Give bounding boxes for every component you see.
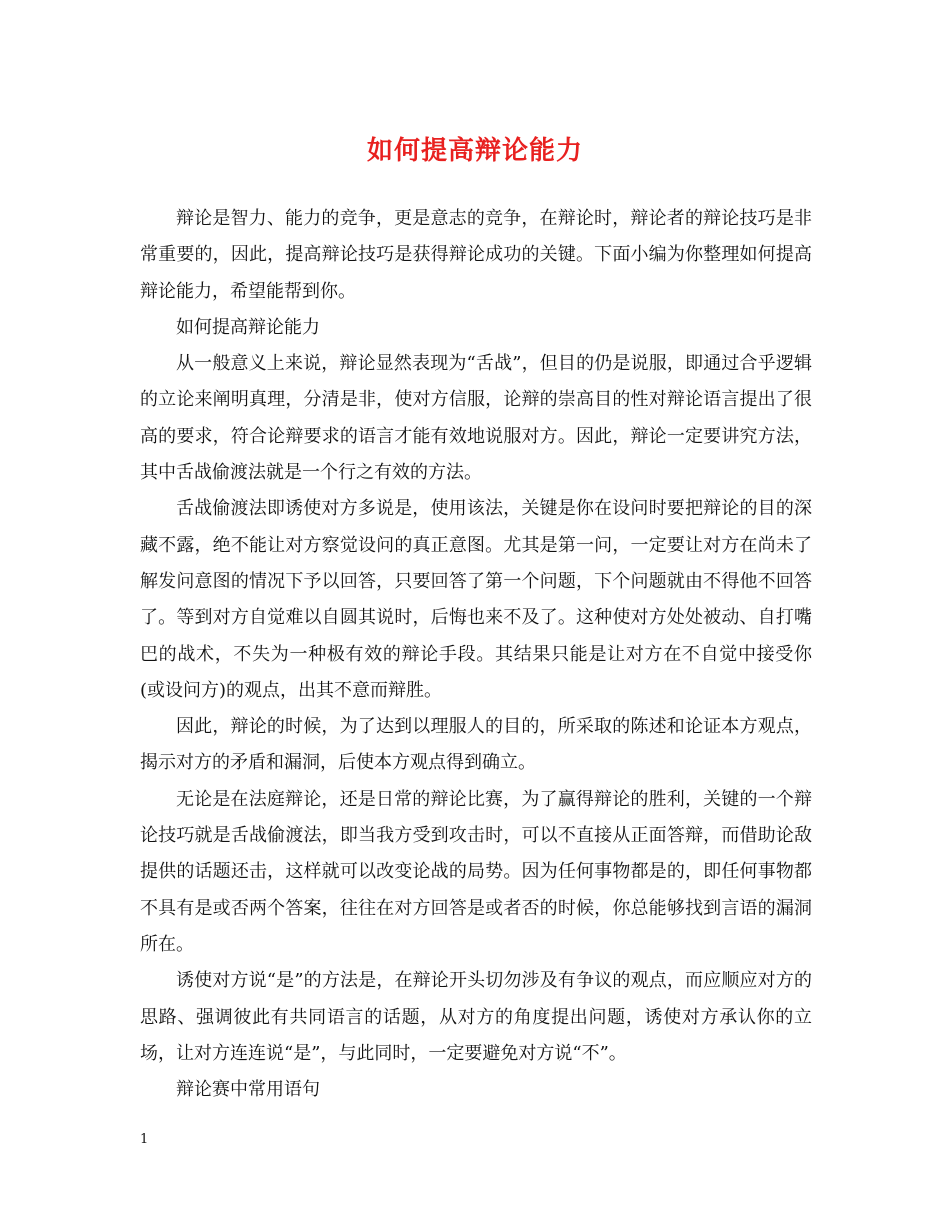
paragraph-smuggling-method: 舌战偷渡法即诱使对方多说是，使用该法，关键是你在设问时要把辩论的目的深藏不露，绝不能让对方察觉设问的真正意图。尤其是第一问，一定要让对方在尚未了解发问意图的情况下予以回答，只要回答了第一个问题，下个问题就由不得他不回答了。等到对方自觉难以自圆其说时，后悔也来不及了。这种使对方处处被动、自打嘴巴的战术，不失为一种极有效的辩论手段。其结果只能是让对方在不自觉中接受你(或设问方)的观点，出其不意而辩胜。	[140, 498, 812, 701]
page-number: 1	[140, 1132, 149, 1147]
paragraph-intro: 辩论是智力、能力的竞争，更是意志的竞争，在辩论时，辩论者的辩论技巧是非常重要的，因此，提高辩论技巧是获得辩论成功的关键。下面小编为你整理如何提高辩论能力，希望能帮到你。	[140, 208, 812, 302]
paragraph-heading-how-to: 如何提高辩论能力	[176, 316, 320, 338]
paragraph-say-yes-method: 诱使对方说“是”的方法是，在辩论开头切勿涉及有争议的观点，而应顺应对方的思路、强调彼此有共同语言的话题，从对方的角度提出问题，诱使对方承认你的立场，让对方连连说“是”，与此同时，一定要避免对方说“不”。	[140, 970, 812, 1064]
paragraph-heading-common-phrases: 辩论赛中常用语句	[176, 1079, 320, 1101]
paragraph-general-meaning: 从一般意义上来说，辩论显然表现为“舌战”，但目的仍是说服，即通过合乎逻辑的立论来阐明真理，分清是非，使对方信服，论辩的崇高目的性对辩论语言提出了很高的要求，符合论辩要求的语言才能有效地说服对方。因此，辩论一定要讲究方法，其中舌战偷渡法就是一个行之有效的方法。	[140, 353, 812, 484]
paragraph-therefore: 因此，辩论的时候，为了达到以理服人的目的，所采取的陈述和论证本方观点，揭示对方的矛盾和漏洞，后使本方观点得到确立。	[140, 716, 812, 774]
paragraph-courtroom-debate: 无论是在法庭辩论，还是日常的辩论比赛，为了赢得辩论的胜利，关键的一个辩论技巧就是舌战偷渡法，即当我方受到攻击时，可以不直接从正面答辩，而借助论敌提供的话题还击，这样就可以改变论战的局势。因为任何事物都是的，即任何事物都不具有是或否两个答案，往往在对方回答是或者否的时候，你总能够找到言语的漏洞所在。	[140, 788, 812, 955]
document-body	[140, 201, 812, 1108]
document-title: 如何提高辩论能力	[366, 136, 583, 166]
